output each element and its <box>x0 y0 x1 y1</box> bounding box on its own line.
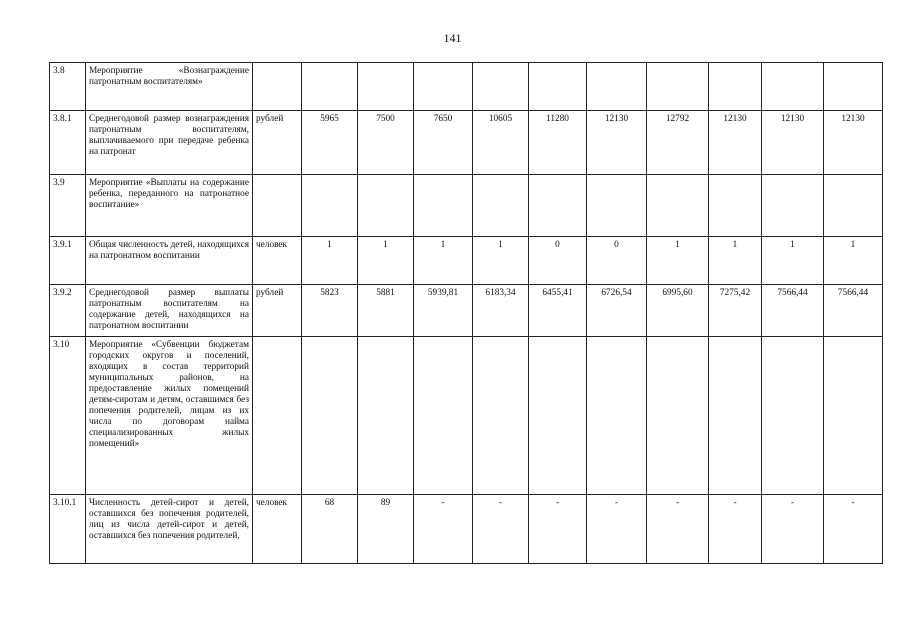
row-value: 68 <box>302 495 358 564</box>
indicators-table <box>49 62 883 564</box>
row-value: 6455,41 <box>529 285 587 337</box>
row-value <box>529 175 587 237</box>
row-value <box>762 337 824 495</box>
row-value: 7500 <box>358 111 414 175</box>
row-value <box>473 175 529 237</box>
row-value: 5823 <box>302 285 358 337</box>
row-value <box>414 337 473 495</box>
row-value: 1 <box>473 237 529 285</box>
row-value <box>302 175 358 237</box>
row-value: 1 <box>647 237 709 285</box>
row-value <box>762 63 824 111</box>
row-value: 1 <box>358 237 414 285</box>
row-value <box>473 337 529 495</box>
row-value: 12130 <box>587 111 647 175</box>
row-name: Среднегодовой размер вознаграждения патронатным воспитателям, выплачиваемого при передаче ребенка на патронат <box>86 111 253 175</box>
row-value <box>647 337 709 495</box>
row-value: 5965 <box>302 111 358 175</box>
row-value <box>587 337 647 495</box>
row-number: 3.10 <box>50 337 86 495</box>
table-row <box>50 495 883 564</box>
row-value: - <box>647 495 709 564</box>
row-value <box>302 337 358 495</box>
row-value: - <box>414 495 473 564</box>
row-value <box>414 63 473 111</box>
table-row <box>50 111 883 175</box>
row-value: 89 <box>358 495 414 564</box>
row-number: 3.9 <box>50 175 86 237</box>
row-unit: рублей <box>253 285 302 337</box>
table-row <box>50 237 883 285</box>
row-value <box>709 337 762 495</box>
row-unit <box>253 337 302 495</box>
row-number: 3.8.1 <box>50 111 86 175</box>
row-number: 3.9.1 <box>50 237 86 285</box>
row-unit <box>253 63 302 111</box>
row-value: - <box>824 495 883 564</box>
row-name: Среднегодовой размер выплаты патронатным воспитателям на содержание детей, находящихся на патронатном воспитании <box>86 285 253 337</box>
row-name: Мероприятие «Вознаграждение патронатным воспитателям» <box>86 63 253 111</box>
row-value: 6995,60 <box>647 285 709 337</box>
row-value: 1 <box>762 237 824 285</box>
row-value: 7650 <box>414 111 473 175</box>
row-value: 7275,42 <box>709 285 762 337</box>
row-value: - <box>587 495 647 564</box>
row-unit: рублей <box>253 111 302 175</box>
row-value <box>762 175 824 237</box>
row-value <box>587 175 647 237</box>
row-value: 1 <box>709 237 762 285</box>
row-value: 0 <box>587 237 647 285</box>
row-value: 11280 <box>529 111 587 175</box>
row-value <box>647 175 709 237</box>
page-number: 141 <box>443 31 462 45</box>
row-value: 5881 <box>358 285 414 337</box>
row-name: Численность детей-сирот и детей, оставшихся без попечения родителей, лиц из числа детей-сирот и детей, оставшихся без попечения родителей, <box>86 495 253 564</box>
table-row <box>50 63 883 111</box>
row-value <box>647 63 709 111</box>
row-unit <box>253 175 302 237</box>
row-name: Мероприятие «Субвенции бюджетам городских округов и поселений, входящих в состав территорий муниципальных районов, на предоставление жилых помещений детям-сиротам и детям, оставшимся без попечения родителей, лицам из их числа по договорам найма специализированных жилых помещений» <box>86 337 253 495</box>
row-value: 7566,44 <box>762 285 824 337</box>
row-value <box>414 175 473 237</box>
table-row <box>50 337 883 495</box>
row-value: 1 <box>302 237 358 285</box>
row-value: - <box>529 495 587 564</box>
row-value: 12792 <box>647 111 709 175</box>
row-value: - <box>762 495 824 564</box>
row-value <box>824 175 883 237</box>
row-value <box>587 63 647 111</box>
row-number: 3.9.2 <box>50 285 86 337</box>
row-value <box>529 63 587 111</box>
row-unit: человек <box>253 237 302 285</box>
row-value <box>824 337 883 495</box>
row-value <box>709 63 762 111</box>
row-value <box>302 63 358 111</box>
row-value <box>824 63 883 111</box>
row-value: - <box>709 495 762 564</box>
row-number: 3.8 <box>50 63 86 111</box>
table-row <box>50 175 883 237</box>
row-value: 0 <box>529 237 587 285</box>
row-value <box>473 63 529 111</box>
row-value <box>358 63 414 111</box>
row-value <box>358 175 414 237</box>
row-value: - <box>473 495 529 564</box>
row-value: 6183,34 <box>473 285 529 337</box>
row-value: 12130 <box>709 111 762 175</box>
row-value: 12130 <box>824 111 883 175</box>
row-value: 12130 <box>762 111 824 175</box>
table-row <box>50 285 883 337</box>
row-value: 6726,54 <box>587 285 647 337</box>
row-number: 3.10.1 <box>50 495 86 564</box>
row-value: 10605 <box>473 111 529 175</box>
row-name: Общая численность детей, находящихся на патронатном воспитании <box>86 237 253 285</box>
row-unit: человек <box>253 495 302 564</box>
row-value <box>529 337 587 495</box>
row-value: 1 <box>824 237 883 285</box>
row-value <box>358 337 414 495</box>
row-value: 1 <box>414 237 473 285</box>
row-value: 5939,81 <box>414 285 473 337</box>
row-value: 7566,44 <box>824 285 883 337</box>
row-name: Мероприятие «Выплаты на содержание ребенка, переданного на патронатное воспитание» <box>86 175 253 237</box>
row-value <box>709 175 762 237</box>
